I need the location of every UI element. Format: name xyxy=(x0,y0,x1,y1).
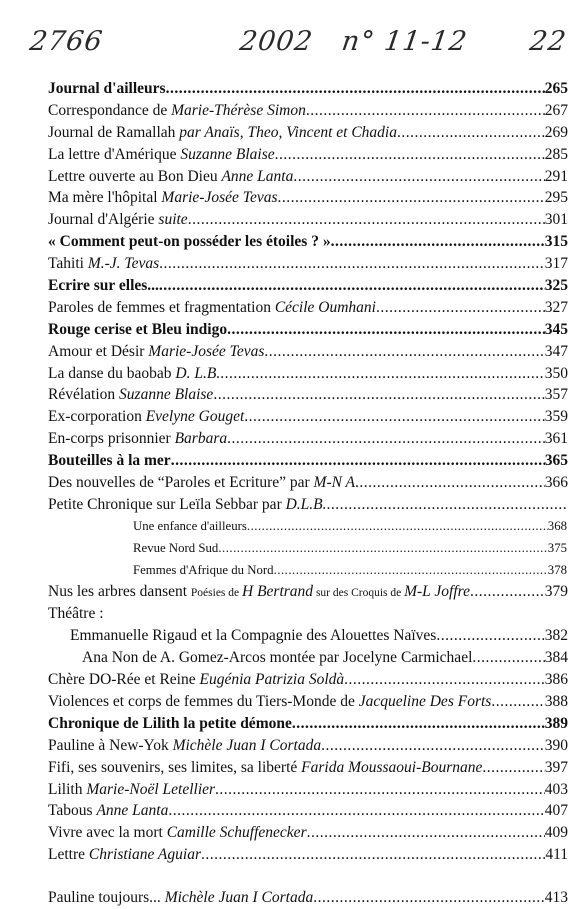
toc-page-number: 361 xyxy=(544,430,568,448)
toc-entry-title xyxy=(48,757,482,779)
dot-leader xyxy=(470,581,545,603)
toc-title-text: Nus les arbres dansent xyxy=(48,583,191,601)
toc-entry-title xyxy=(48,428,227,450)
toc-page-number: 291 xyxy=(544,167,568,185)
toc-page-number: 345 xyxy=(544,320,568,338)
toc-entry xyxy=(0,406,588,428)
toc-page-number: 265 xyxy=(544,80,568,97)
toc-entry xyxy=(0,779,588,801)
toc-entry xyxy=(0,209,588,231)
toc-page-number: 389 xyxy=(544,714,568,732)
dot-leader xyxy=(159,253,545,275)
toc-title-text: Révélation xyxy=(48,386,120,404)
toc-entry xyxy=(0,581,588,603)
toc-title-text: La danse du baobab xyxy=(48,364,176,382)
toc-author: Marie-Josée Tevas xyxy=(148,342,265,360)
toc-entry-title xyxy=(48,844,201,866)
toc-title-text: Paroles de femmes et fragmentation xyxy=(48,298,275,316)
toc-title-text: Correspondance de xyxy=(48,101,172,119)
table-of-contents xyxy=(0,78,588,909)
toc-title-text: « Comment peut-on posséder les étoiles ? » xyxy=(48,233,331,251)
toc-entry xyxy=(0,166,588,188)
toc-entry-title xyxy=(133,538,218,560)
toc-entry-title xyxy=(82,647,472,669)
toc-author: M-L Joffre xyxy=(404,583,470,601)
toc-page-number: 365 xyxy=(544,452,568,470)
dot-leader xyxy=(344,669,545,691)
toc-author: Camille Schuffenecker xyxy=(166,824,307,842)
toc-author: H Bertrand xyxy=(242,583,314,601)
toc-author: Suzanne Blaise xyxy=(180,145,275,163)
toc-entry-title xyxy=(48,669,344,691)
toc-author: Barbara xyxy=(174,430,228,448)
toc-entry xyxy=(0,363,588,385)
toc-author: suite xyxy=(158,211,188,229)
dot-leader xyxy=(397,122,545,144)
toc-entry-title xyxy=(48,187,278,209)
dot-leader xyxy=(166,78,545,100)
toc-entry xyxy=(0,669,588,691)
toc-entry xyxy=(0,384,588,406)
toc-title-text: Poésies de xyxy=(190,587,243,600)
toc-entry xyxy=(0,800,588,822)
dot-leader xyxy=(159,275,545,297)
toc-title-text: Violences et corps de femmes du Tiers-Monde de xyxy=(48,692,359,710)
toc-entry xyxy=(0,472,588,494)
toc-entry-title xyxy=(133,516,247,538)
toc-author: Marie-Thérèse Simon xyxy=(171,101,306,119)
dot-leader xyxy=(293,166,544,188)
toc-entry-title xyxy=(48,887,313,909)
toc-entry-title xyxy=(48,275,159,297)
toc-author: D.L.B. xyxy=(285,495,327,513)
dot-leader xyxy=(244,406,544,428)
dot-leader xyxy=(376,297,545,319)
toc-entry-title xyxy=(48,363,220,385)
toc-page-number: 325 xyxy=(544,277,568,295)
toc-section-heading xyxy=(0,231,588,253)
toc-title-text: Tahiti xyxy=(48,255,88,273)
toc-title-text: Lettre ouverte au Bon Dieu xyxy=(48,167,222,185)
toc-section-heading xyxy=(0,78,588,100)
toc-title-text: Fifi, ses souvenirs, ses limites, sa liberté xyxy=(48,758,302,776)
toc-author: D. L.B. xyxy=(175,364,221,382)
toc-entry xyxy=(0,844,588,866)
toc-page-number: 350 xyxy=(544,364,568,382)
toc-entry xyxy=(0,625,588,647)
toc-title-text: Femmes d'Afrique du Nord xyxy=(133,562,274,577)
toc-title-text: Chronique de Lilith la petite démone xyxy=(48,714,292,732)
toc-page-number: 397 xyxy=(544,758,568,776)
toc-title-text: Bouteilles à la mer xyxy=(48,452,171,470)
toc-entry xyxy=(0,187,588,209)
dot-leader xyxy=(213,384,544,406)
toc-page-number: 301 xyxy=(544,211,568,229)
toc-entry-title xyxy=(48,581,470,605)
toc-page-number: 378 xyxy=(547,562,567,577)
toc-entry-title xyxy=(48,231,331,253)
toc-page-number: 368 xyxy=(547,518,567,533)
dot-leader xyxy=(278,187,545,209)
toc-entry-title xyxy=(48,319,227,341)
toc-title-text: Rouge cerise et Bleu indigo xyxy=(48,320,228,338)
toc-entry xyxy=(0,341,588,363)
toc-title-text: Amour et Désir xyxy=(48,342,149,360)
toc-title-text: Ana Non de A. Gomez-Arcos montée par Jocelyne Carmichael xyxy=(82,649,473,667)
toc-section-heading xyxy=(0,275,588,297)
toc-author: Suzanne Blaise xyxy=(119,386,214,404)
toc-entry-title xyxy=(48,122,397,144)
toc-title-text: Journal de Ramallah xyxy=(48,123,180,141)
handwritten-reference-number: 2766 xyxy=(27,26,105,57)
toc-author: par Anaïs, Theo, Vincent et Chadia xyxy=(179,123,397,141)
toc-entry-title xyxy=(48,494,327,516)
toc-page-number: 347 xyxy=(544,342,568,360)
toc-title-text: Pauline à New-Yok xyxy=(48,736,173,754)
dot-leader xyxy=(188,209,545,231)
toc-entry-title xyxy=(48,100,306,122)
toc-title-text: Ma mère l'hôpital xyxy=(48,189,162,207)
toc-title-text: Théâtre : xyxy=(48,605,104,623)
dot-leader xyxy=(215,779,545,801)
toc-section-heading xyxy=(0,450,588,472)
toc-page-number: 375 xyxy=(547,540,567,555)
toc-entry xyxy=(0,538,588,560)
toc-author: Eugénia Patrizia Soldà xyxy=(199,671,345,689)
dot-leader xyxy=(171,450,545,472)
toc-entry-title xyxy=(48,691,491,713)
dot-leader xyxy=(436,625,544,647)
toc-page-number: 382 xyxy=(544,627,568,645)
toc-entry xyxy=(0,647,588,669)
toc-entry xyxy=(0,691,588,713)
toc-title-text: Lettre xyxy=(48,846,89,864)
toc-page-number: 411 xyxy=(545,846,568,864)
toc-author: Evelyne Gouget xyxy=(145,408,245,426)
toc-entry-title xyxy=(48,713,292,735)
toc-page-number: 315 xyxy=(544,233,568,251)
toc-title-text: Petite Chronique sur Leïla Sebbar par xyxy=(48,495,286,513)
toc-title-text: Lilith xyxy=(48,780,87,798)
toc-author: Christiane Aguiar xyxy=(88,846,201,864)
toc-entry xyxy=(0,757,588,779)
toc-title-text: Journal d'ailleurs xyxy=(48,80,166,97)
toc-page-number: 269 xyxy=(544,123,568,141)
toc-title-text: La lettre d'Amérique xyxy=(48,145,181,163)
toc-title-text: Tabous xyxy=(48,802,97,820)
toc-author: M-N A xyxy=(313,474,356,492)
toc-page-number: 317 xyxy=(544,255,568,273)
toc-entry-title xyxy=(48,297,376,319)
toc-title-text: Revue Nord Sud xyxy=(133,540,219,555)
toc-entry-title xyxy=(48,166,293,188)
toc-page-number: 403 xyxy=(544,780,568,798)
toc-author: Cécile Oumhani xyxy=(274,298,376,316)
toc-page-number: 390 xyxy=(544,736,568,754)
toc-entry xyxy=(0,560,588,582)
toc-author: Michèle Juan I Cortada xyxy=(164,889,314,907)
toc-title-text: sur des Croquis de xyxy=(313,587,405,600)
toc-entry xyxy=(0,122,588,144)
toc-title-text: Ecrire sur elles... xyxy=(48,277,159,295)
toc-title-text: Une enfance d'ailleurs xyxy=(133,518,247,533)
dot-leader xyxy=(227,319,545,341)
toc-entry-title xyxy=(48,450,171,472)
toc-page-number: 295 xyxy=(544,189,568,207)
dot-leader xyxy=(218,538,547,560)
toc-page-number: 267 xyxy=(544,101,568,119)
toc-entry-title xyxy=(70,625,436,647)
dot-leader xyxy=(331,231,545,253)
toc-page-number: 359 xyxy=(544,408,568,426)
dot-leader xyxy=(168,800,544,822)
toc-entry-title xyxy=(48,406,244,428)
toc-entry-title xyxy=(48,341,264,363)
dot-leader xyxy=(355,472,545,494)
toc-page-number: 388 xyxy=(544,692,568,710)
toc-entry-title xyxy=(48,253,159,275)
toc-author: Jacqueline Des Forts xyxy=(358,692,492,710)
toc-entry xyxy=(0,253,588,275)
dot-leader xyxy=(201,844,545,866)
toc-author: M.-J. Tevas xyxy=(87,255,160,273)
toc-entry xyxy=(0,100,588,122)
toc-title-text: Journal d'Algérie xyxy=(48,211,159,229)
dot-leader xyxy=(306,100,545,122)
dot-leader xyxy=(307,822,545,844)
toc-entry-title xyxy=(48,822,307,844)
toc-entry-title xyxy=(48,209,188,231)
toc-page-number: 386 xyxy=(544,671,568,689)
dot-leader xyxy=(321,735,545,757)
toc-page-number: 407 xyxy=(544,802,568,820)
dot-leader xyxy=(220,363,545,385)
toc-page-number: 366 xyxy=(544,474,568,492)
toc-entry-title xyxy=(48,144,275,166)
toc-entry xyxy=(0,516,588,538)
dot-leader xyxy=(313,887,545,909)
toc-title-text: Pauline toujours... xyxy=(48,889,165,907)
toc-entry-title xyxy=(48,800,168,822)
toc-page-number: 413 xyxy=(544,889,568,907)
toc-entry xyxy=(0,735,588,757)
toc-author: Marie-Noël Letellier xyxy=(86,780,216,798)
dot-leader xyxy=(264,341,544,363)
toc-entry-title xyxy=(48,735,321,757)
toc-entry xyxy=(0,428,588,450)
dot-leader xyxy=(292,713,545,735)
toc-section-heading xyxy=(0,713,588,735)
toc-page-number: 409 xyxy=(544,824,568,842)
toc-author: Marie-Josée Tevas xyxy=(161,189,278,207)
dot-leader xyxy=(274,560,548,582)
toc-title-text: En-corps prisonnier xyxy=(48,430,175,448)
toc-title-text: Chère DO-Rée et Reine xyxy=(48,671,200,689)
dot-leader xyxy=(482,757,544,779)
toc-entry xyxy=(0,822,588,844)
toc-author: Anne Lanta xyxy=(221,167,294,185)
dot-leader xyxy=(227,428,545,450)
dot-leader xyxy=(491,691,544,713)
toc-entry-title xyxy=(48,78,166,100)
toc-entry-title xyxy=(48,472,355,494)
toc-entry xyxy=(0,494,588,516)
handwritten-page-number: 22 xyxy=(527,26,569,57)
toc-author: Farida Moussaoui-Bournane xyxy=(301,758,483,776)
toc-title-text: Emmanuelle Rigaud et la Compagnie des Alouettes Naïves xyxy=(70,627,437,645)
handwritten-year: 2002 xyxy=(237,26,315,57)
toc-entry-title xyxy=(48,779,215,801)
toc-title-text: Des nouvelles de “Paroles et Ecriture” par xyxy=(48,474,314,492)
dot-leader xyxy=(275,144,545,166)
toc-page-number: 357 xyxy=(544,386,568,404)
toc-entry xyxy=(0,144,588,166)
toc-page-number: 379 xyxy=(544,583,568,601)
toc-entry xyxy=(0,887,588,909)
toc-title-text: Ex-corporation xyxy=(48,408,146,426)
dot-leader xyxy=(247,516,548,538)
toc-page-number: 327 xyxy=(544,298,568,316)
toc-section-heading xyxy=(0,319,588,341)
toc-entry-title xyxy=(48,603,104,625)
toc-entry xyxy=(0,297,588,319)
toc-entry-title xyxy=(133,560,274,582)
toc-title-text: Vivre avec la mort xyxy=(48,824,167,842)
dot-leader xyxy=(327,494,568,516)
toc-author: Michèle Juan I Cortada xyxy=(172,736,322,754)
toc-author: Anne Lanta xyxy=(96,802,169,820)
dot-leader xyxy=(472,647,544,669)
toc-entry-title xyxy=(48,384,213,406)
toc-page-number: 285 xyxy=(544,145,568,163)
toc-page-number: 384 xyxy=(544,649,568,667)
toc-entry xyxy=(0,603,588,625)
handwritten-issue-number: n° 11-12 xyxy=(339,26,470,57)
